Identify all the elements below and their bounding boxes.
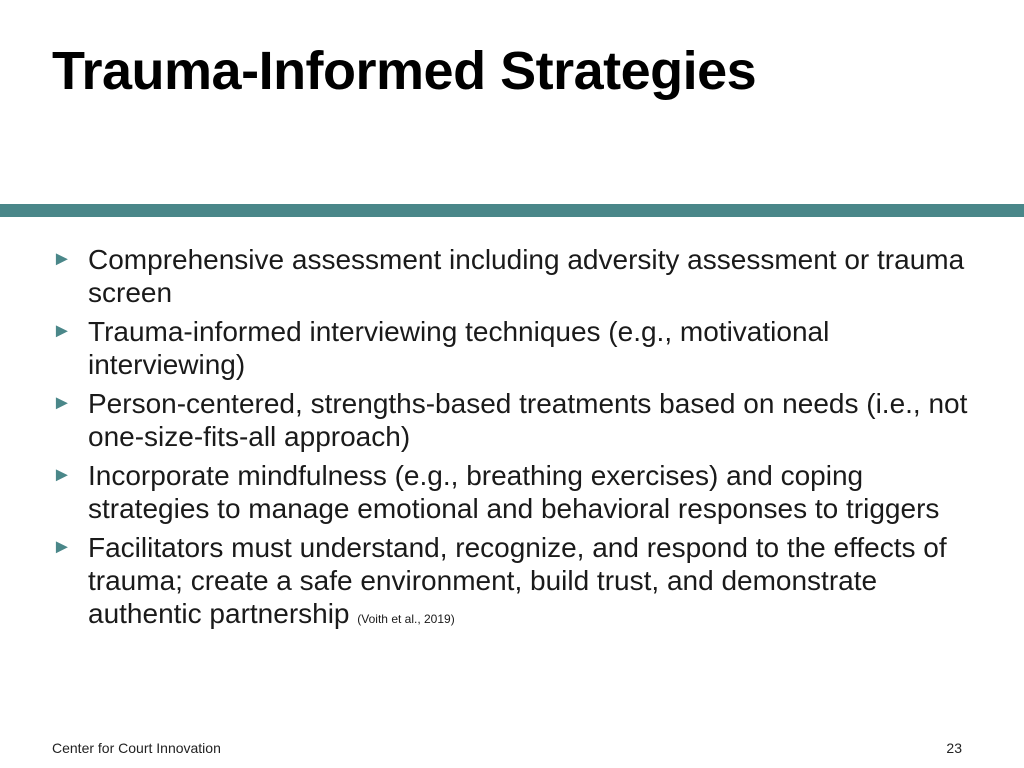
- footer-organization: Center for Court Innovation: [52, 740, 221, 756]
- bullet-text: Trauma-informed interviewing techniques (e.g., motivational interviewing): [88, 316, 830, 380]
- right-triangle-arrow-icon: ►: [52, 464, 72, 486]
- right-triangle-arrow-icon: ►: [52, 536, 72, 558]
- page-number: 23: [946, 740, 962, 756]
- bullet-item: [52, 243, 982, 309]
- bullet-list: [52, 243, 982, 642]
- bullet-item: [52, 459, 982, 525]
- right-triangle-arrow-icon: ►: [52, 392, 72, 414]
- right-triangle-arrow-icon: ►: [52, 248, 72, 270]
- citation: (Voith et al., 2019): [357, 612, 455, 626]
- slide-title: Trauma-Informed Strategies: [52, 41, 757, 101]
- title-divider: [0, 204, 1024, 217]
- bullet-text: Incorporate mindfulness (e.g., breathing exercises) and coping strategies to manage emotional and behavioral responses to triggers: [88, 460, 940, 524]
- bullet-item: [52, 531, 982, 636]
- bullet-item: [52, 387, 982, 453]
- bullet-item: [52, 315, 982, 381]
- bullet-text: Comprehensive assessment including adversity assessment or trauma screen: [88, 244, 965, 308]
- bullet-text: Facilitators must understand, recognize, and respond to the effects of trauma; create a safe environment, build trust, and demonstrate authentic partnership: [88, 532, 947, 629]
- bullet-text: Person-centered, strengths-based treatments based on needs (i.e., not one-size-fits-all approach): [88, 388, 968, 452]
- right-triangle-arrow-icon: ►: [52, 320, 72, 342]
